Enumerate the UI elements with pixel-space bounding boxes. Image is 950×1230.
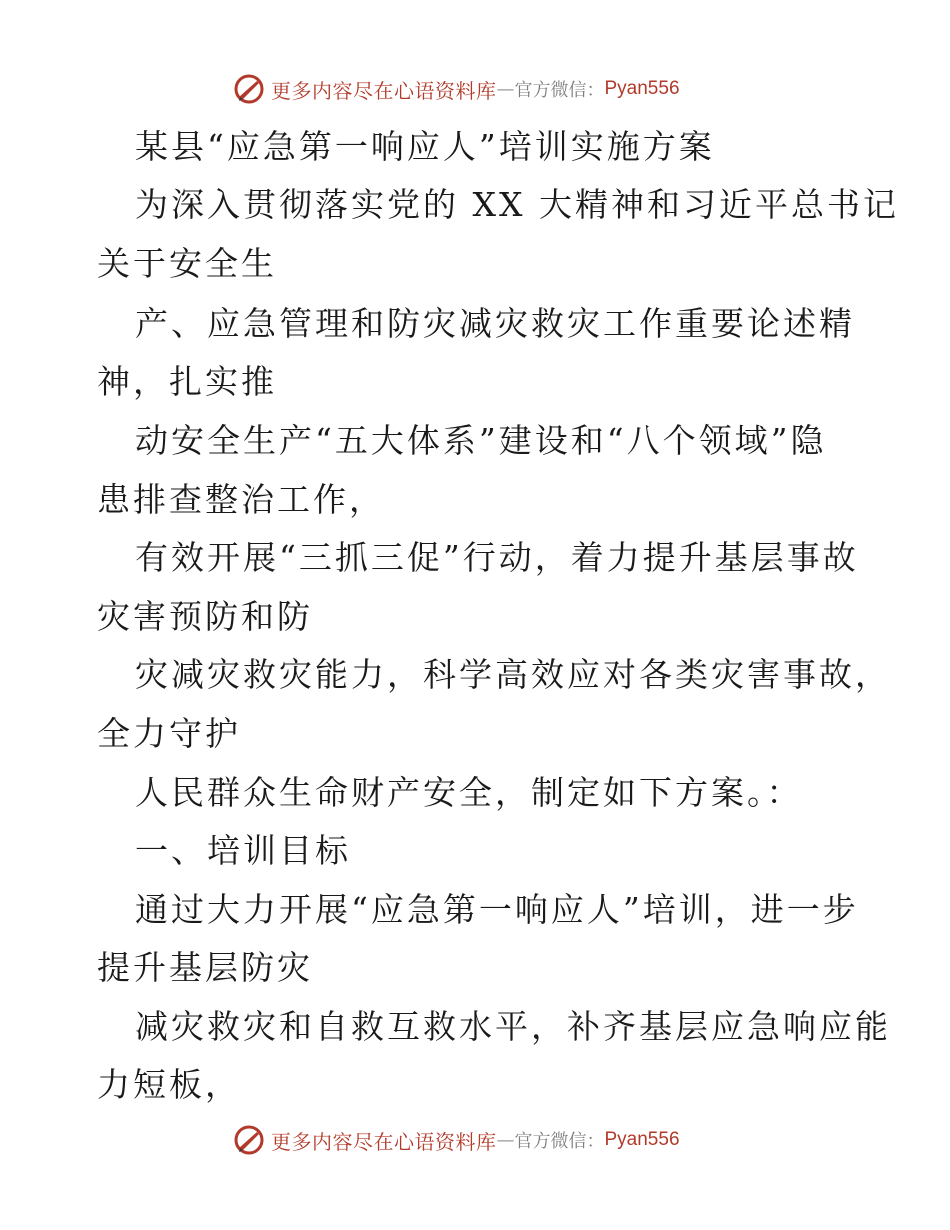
watermark-official: 官方微信： [514, 1131, 605, 1152]
watermark-separator: — [496, 78, 515, 100]
text-line: 力短板， [97, 1065, 241, 1104]
watermark-brand: 更多内容尽在心语资料库 [271, 1129, 497, 1154]
text-line: 产、应急管理和防灾减灾救灾工作重要论述精 [135, 304, 855, 343]
watermark-official: 官方微信： [514, 80, 605, 101]
text-line: 提升基层防灾 [97, 948, 313, 987]
watermark-separator: — [496, 1129, 515, 1151]
text-line: 人民群众生命财产安全，制定如下方案。： [135, 773, 803, 812]
text-line: 灾减灾救灾能力，科学高效应对各类灾害事故， [135, 655, 891, 694]
text-line: 通过大力开展“应急第一响应人”培训，进一步 [135, 890, 859, 929]
header-watermark [233, 72, 680, 106]
text-line: 全力守护 [97, 714, 241, 753]
section-heading: 一、培训目标 [135, 831, 351, 870]
text-line: 灾害预防和防 [97, 597, 313, 636]
text-line: 有效开展“三抓三促”行动，着力提升基层事故 [135, 538, 859, 577]
watermark-id: Pyan556 [604, 78, 680, 99]
text-line: 关于安全生 [97, 244, 277, 283]
document-title: 某县“应急第一响应人”培训实施方案 [135, 127, 715, 166]
quill-logo-icon [233, 73, 265, 105]
footer-watermark [233, 1123, 680, 1157]
watermark-id: Pyan556 [604, 1129, 680, 1150]
text-line: 动安全生产“五大体系”建设和“八个领域”隐 [135, 421, 827, 460]
text-line: 神，扎实推 [97, 362, 277, 401]
watermark-brand: 更多内容尽在心语资料库 [271, 78, 497, 103]
text-line: 为深入贯彻落实党的 XX 大精神和习近平总书记 [135, 185, 899, 224]
text-line: 患排查整治工作， [97, 480, 385, 519]
text-line: 减灾救灾和自救互救水平，补齐基层应急响应能 [135, 1007, 891, 1046]
quill-logo-icon [233, 1124, 265, 1156]
